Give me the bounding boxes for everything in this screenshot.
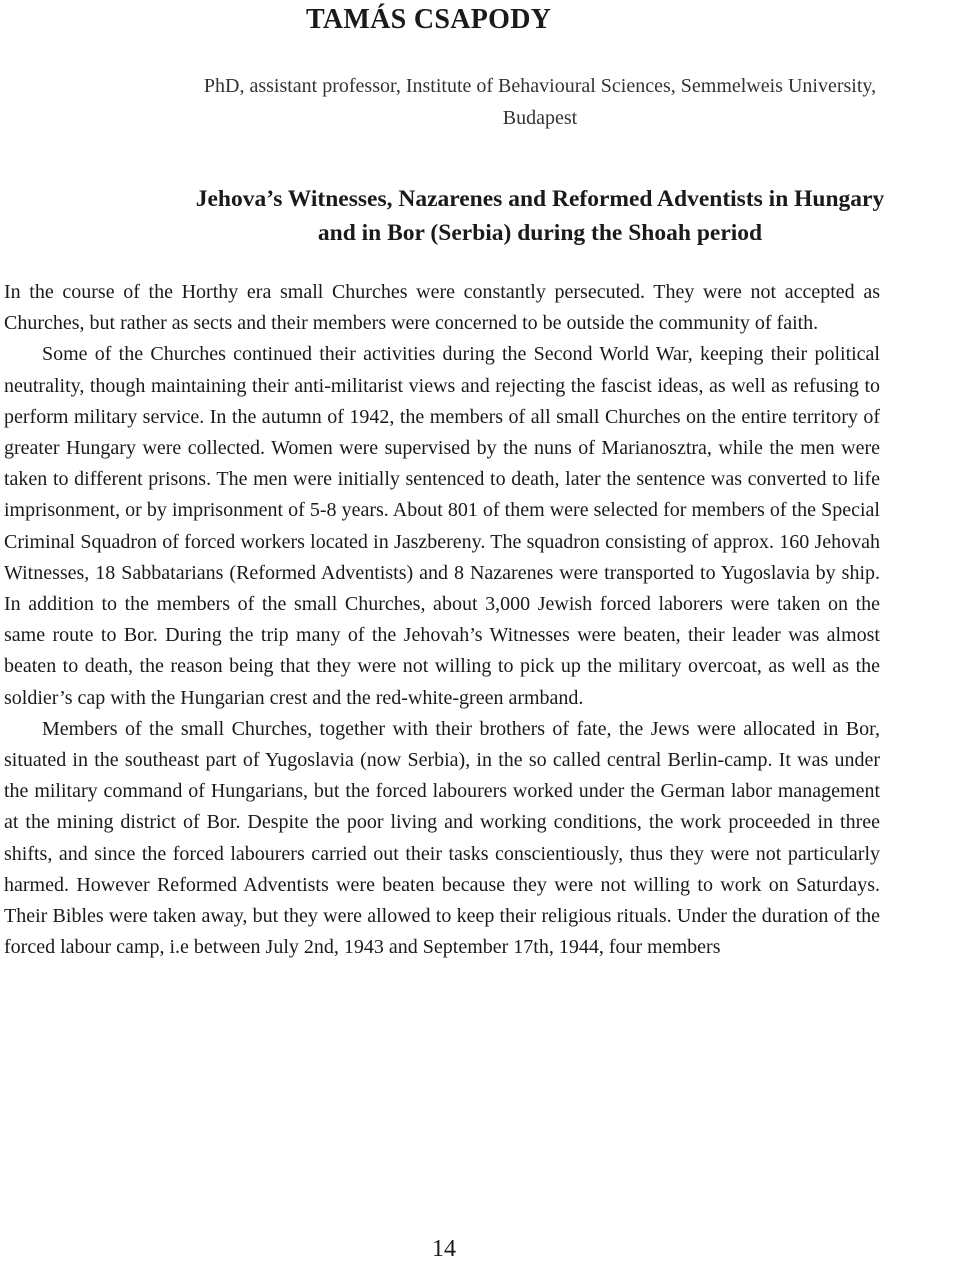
paper-title (100, 182, 960, 250)
paper-title-line-2: and in Bor (Serbia) during the Shoah period (317, 220, 763, 246)
body-text (4, 277, 880, 963)
author-name: TAMÁS CSAPODY (306, 4, 552, 35)
paragraph-1: In the course of the Horthy era small Churches were constantly persecuted. They were not accepted as Churches, but rather as sects and their members were concerned to be outside the community of faith. (4, 281, 880, 335)
author-affiliation: PhD, assistant professor, Institute of Behavioural Sciences, Semmelweis University, Budapest (203, 75, 877, 129)
paragraph-3: Members of the small Churches, together with their brothers of fate, the Jews were allocated in Bor, situated in the southeast part of Yugoslavia (now Serbia), in the so called central Berlin-camp. It was under the military command of Hungarians, but the forced labourers worked under the German labor management at the mining district of Bor. Despite the poor living and working conditions, the work proceeded in three shifts, and since the forced labourers carried out their tasks conscientiously, thus they were not particularly harmed. However Reformed Adventists were beaten because they were not willing to work on Saturdays. Their Bibles were taken away, but they were allowed to keep their religious rituals. Under the duration of the forced labour camp, i.e between July 2nd, 1943 and September 17th, 1944, four members (4, 717, 880, 959)
paper-title-line-1: Jehova’s Witnesses, Nazarenes and Reformed Adventists in Hungary (195, 186, 885, 212)
paragraph-2: Some of the Churches continued their activities during the Second World War, keeping their political neutrality, though maintaining their anti-militarist views and rejecting the fascist ideas, as well as refusing to perform military service. In the autumn of 1942, the members of all small Churches on the entire territory of greater Hungary were collected. Women were supervised by the nuns of Marianosztra, while the men were taken to different prisons. The men were initially sentenced to death, later the sentence was converted to life imprisonment, or by imprisonment of 5-8 years. About 801 of them were selected for members of the Special Criminal Squadron of forced workers located in Jaszbereny. The squadron consisting of approx. 160 Jehovah Witnesses, 18 Sabbatarians (Reformed Adventists) and 8 Nazarenes were transported to Yugoslavia by ship. In addition to the members of the small Churches, about 3,000 Jewish forced laborers were taken on the same route to Bor. During the trip many of the Jehovah’s Witnesses were beaten, their leader was almost beaten to death, the reason being that they were not willing to pick up the military overcoat, as well as the soldier’s cap with the Hungarian crest and the red-white-green armband. (4, 343, 880, 709)
page-number: 14 (432, 1236, 456, 1262)
